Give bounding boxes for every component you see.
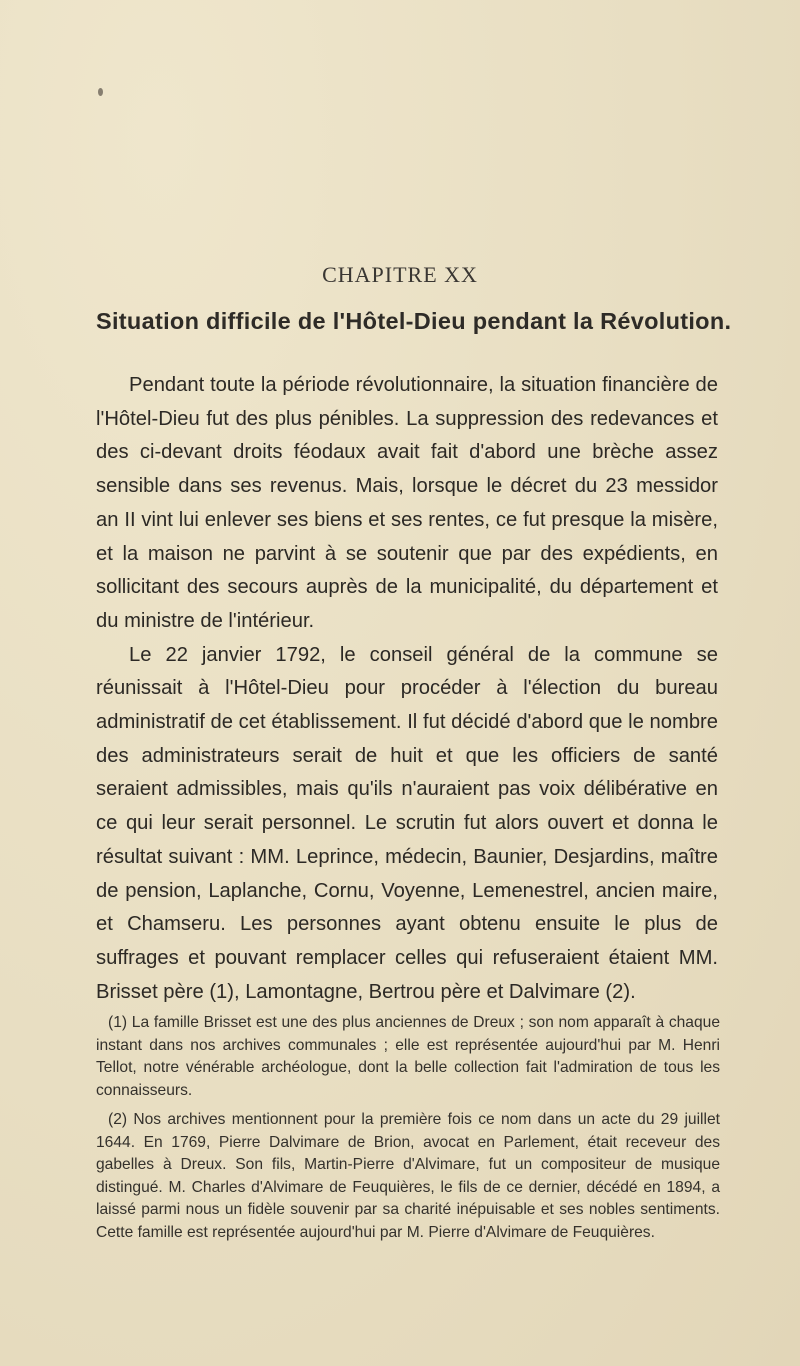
ink-speck [98, 88, 103, 96]
chapter-title: Situation difficile de l'Hôtel-Dieu pendant la Révolution. [96, 308, 732, 334]
footnotes [96, 1012, 720, 1251]
chapter-heading: CHAPITRE XX [322, 262, 478, 287]
footnote: (2) Nos archives mentionnent pour la première fois ce nom dans un acte du 29 juillet 1644. En 1769, Pierre Dalvimare de Brion, avocat en Parlement, était receveur des gabelles à Dreux. Son fils, Martin-Pierre d'Alvimare, fut un compositeur de musique distingué. M. Charles d'Alvimare de Feuquières, le fils de ce dernier, décédé en 1894, a laissé parmi nous un fidèle souvenir par sa charité inépuisable et ses nobles sentiments. Cette famille est représentée aujourd'hui par M. Pierre d'Alvimare de Feuquières. [96, 1111, 720, 1241]
paragraph: Le 22 janvier 1792, le conseil général de la commune se réunissait à l'Hôtel-Dieu pour procéder à l'élection du bureau administratif de cet établissement. Il fut décidé d'abord que le nombre des administrateurs serait de huit et que les officiers de santé seraient admissibles, mais qu'ils n'auraient pas voix délibérative en ce qui leur serait personnel. Le scrutin fut alors ouvert et donna le résultat suivant : MM. Leprince, médecin, Baunier, Desjardins, maître de pension, Laplanche, Cornu, Voyenne, Lemenestrel, ancien maire, et Chamseru. Les personnes ayant obtenu ensuite le plus de suffrages et pouvant remplacer celles qui refuseraient étaient MM. Brisset père (1), Lamontagne, Bertrou père et Dalvimare (2). [96, 643, 718, 1003]
main-text [96, 369, 718, 1009]
paragraph: Pendant toute la période révolutionnaire, la situation financière de l'Hôtel-Dieu fut des plus pénibles. La suppression des redevances et des ci-devant droits féodaux avait fait d'abord une brèche assez sensible dans ses revenus. Mais, lorsque le décret du 23 messidor an II vint lui enlever ses biens et ses rentes, ce fut presque la misère, et la maison ne parvint à se soutenir que par des expédients, en sollicitant des secours auprès de la municipalité, du département et du ministre de l'intérieur. [96, 374, 718, 632]
footnote: (1) La famille Brisset est une des plus anciennes de Dreux ; son nom apparaît à chaque instant dans nos archives communales ; elle est représentée aujourd'hui par M. Henri Tellot, notre vénérable archéologue, dont la belle collection fait l'admiration de tous les connaisseurs. [96, 1014, 720, 1099]
